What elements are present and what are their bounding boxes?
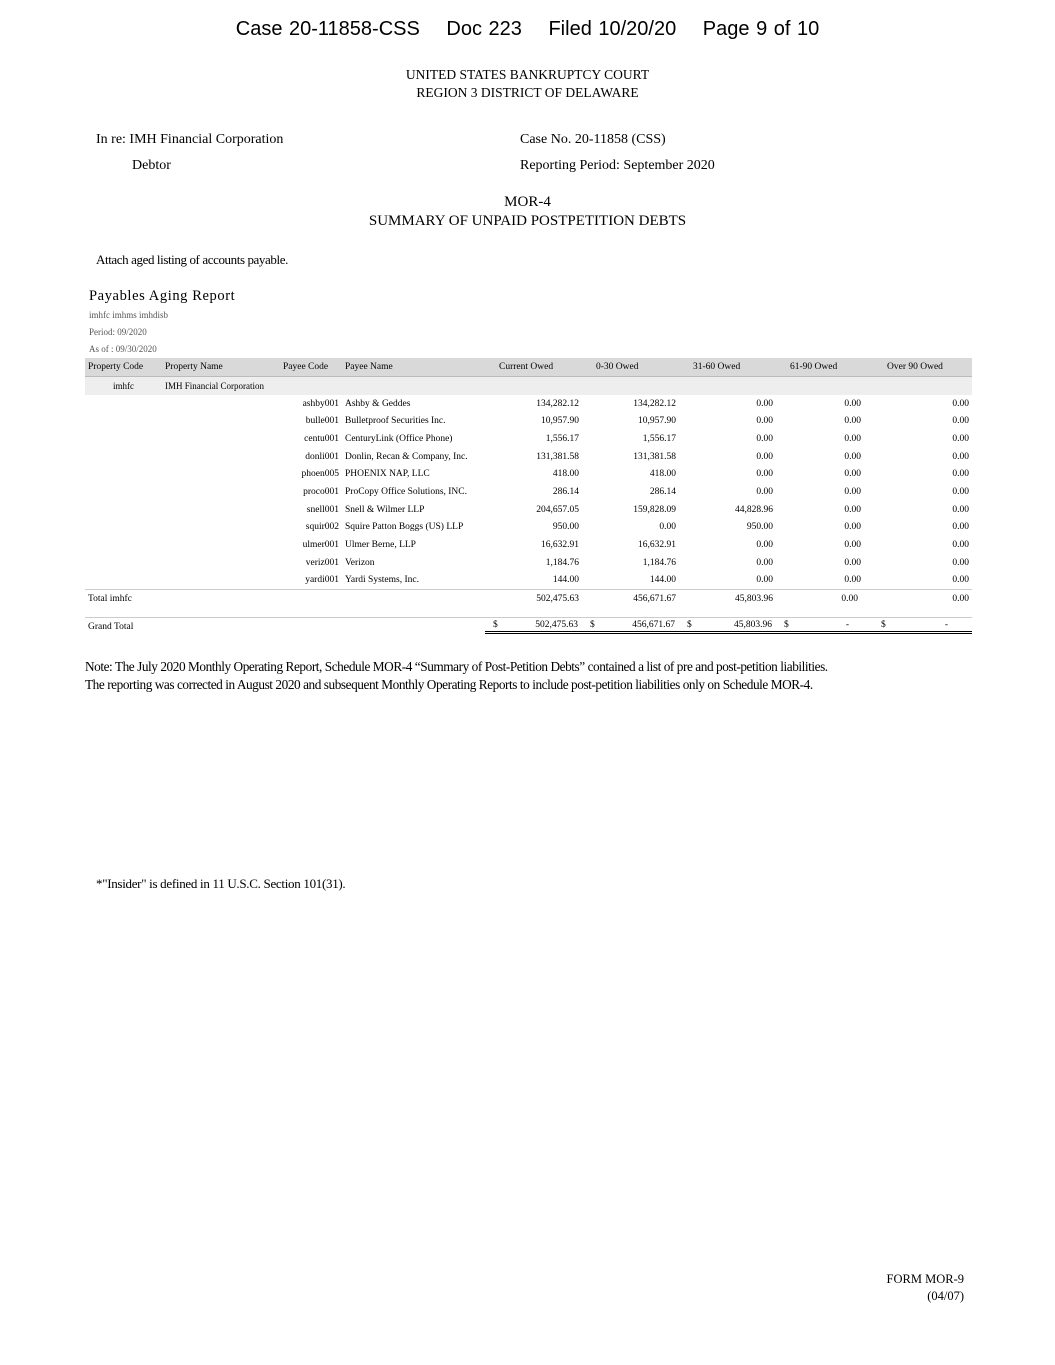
report-title: Payables Aging Report (89, 288, 236, 304)
row-0-30: 1,184.76 (642, 557, 676, 568)
col-0-30-owed: 0-30 Owed (582, 358, 679, 377)
row-over-90: 0.00 (952, 504, 969, 515)
payee-name: Verizon (345, 557, 375, 568)
row-31-60: 0.00 (756, 451, 773, 462)
grand-31-60: 45,803.96 (734, 619, 772, 630)
col-current-owed: Current Owed (485, 358, 582, 377)
grand-current: 502,475.63 (535, 619, 578, 630)
case-number: Case 20-11858-CSS (235, 18, 420, 40)
row-over-90: 0.00 (952, 451, 969, 462)
row-31-60: 44,828.96 (735, 504, 773, 515)
form-subtitle: SUMMARY OF UNPAID POSTPETITION DEBTS (368, 213, 687, 229)
grand-0-30: 456,671.67 (632, 619, 675, 630)
row-0-30: 286.14 (649, 486, 676, 497)
total-31-60: 45,803.96 (679, 590, 776, 608)
row-current: 418.00 (552, 469, 579, 480)
row-over-90: 0.00 (952, 486, 969, 497)
col-payee-code: Payee Code (280, 358, 342, 377)
payee-code: ashby001 (302, 398, 339, 409)
row-current: 950.00 (552, 522, 579, 533)
note (85, 658, 985, 694)
row-31-60: 950.00 (746, 522, 773, 533)
currency-sign: $ (881, 619, 886, 630)
court-heading (0, 66, 1055, 102)
row-31-60: 0.00 (756, 469, 773, 480)
report-as-of: As of : 09/30/2020 (89, 344, 157, 354)
row-61-90: 0.00 (844, 557, 861, 568)
currency-sign: $ (784, 619, 789, 630)
doc-number: Doc 223 (446, 18, 522, 40)
total-row (85, 590, 972, 608)
row-0-30: 144.00 (649, 575, 676, 586)
report-entities: imhfc imhms imhdisb (89, 310, 169, 320)
payee-code: bulle001 (305, 416, 339, 427)
row-61-90: 0.00 (844, 451, 861, 462)
table-row (85, 572, 972, 590)
row-0-30: 16,632.91 (638, 540, 676, 551)
row-current: 134,282.12 (536, 398, 579, 409)
row-over-90: 0.00 (952, 540, 969, 551)
payee-name: CenturyLink (Office Phone) (345, 433, 453, 444)
row-61-90: 0.00 (844, 398, 861, 409)
payee-code: veriz001 (305, 557, 339, 568)
row-31-60: 0.00 (756, 540, 773, 551)
row-0-30: 159,828.09 (633, 504, 676, 515)
table-row (85, 536, 972, 554)
row-61-90: 0.00 (844, 433, 861, 444)
payee-code: ulmer001 (302, 540, 339, 551)
form-title (0, 193, 1055, 231)
row-0-30: 134,282.12 (633, 398, 676, 409)
payee-code: donli001 (305, 451, 339, 462)
payee-rows (85, 395, 972, 590)
col-61-90-owed: 61-90 Owed (776, 358, 873, 377)
row-current: 131,381.58 (536, 451, 579, 462)
total-over-90: 0.00 (873, 590, 972, 608)
row-0-30: 418.00 (649, 469, 676, 480)
row-61-90: 0.00 (844, 416, 861, 427)
note-line-2: The reporting was corrected in August 2020 and subsequent Monthly Operating Reports to include post-petition liabilities only on Schedule MOR-4. (85, 677, 813, 692)
row-over-90: 0.00 (952, 557, 969, 568)
instruction: Attach aged listing of accounts payable. (96, 252, 288, 267)
form-number: FORM MOR-9 (886, 1272, 964, 1286)
row-31-60: 0.00 (756, 557, 773, 568)
row-over-90: 0.00 (952, 469, 969, 480)
col-31-60-owed: 31-60 Owed (679, 358, 776, 377)
payee-name: PHOENIX NAP, LLC (345, 469, 430, 480)
insider-footnote: *"Insider" is defined in 11 U.S.C. Section 101(31). (96, 876, 346, 891)
property-row (85, 377, 972, 395)
payee-name: Squire Patton Boggs (US) LLP (345, 522, 464, 533)
row-61-90: 0.00 (844, 540, 861, 551)
row-over-90: 0.00 (952, 575, 969, 586)
table-header-row (85, 358, 972, 377)
grand-61-90: - (845, 619, 849, 630)
payee-name: Donlin, Recan & Company, Inc. (345, 451, 468, 462)
row-31-60: 0.00 (756, 433, 773, 444)
total-current: 502,475.63 (485, 590, 582, 608)
row-current: 16,632.91 (541, 540, 579, 551)
payee-code: proco001 (303, 486, 339, 497)
row-current: 144.00 (552, 575, 579, 586)
note-line-1: Note: The July 2020 Monthly Operating Report, Schedule MOR-4 “Summary of Post-Petition Debts” contained a list of pre and post-petition liabilities. (85, 659, 828, 674)
total-0-30: 456,671.67 (582, 590, 679, 608)
total-61-90: 0.00 (776, 590, 873, 608)
table-row (85, 483, 972, 501)
row-over-90: 0.00 (952, 433, 969, 444)
row-31-60: 0.00 (756, 486, 773, 497)
col-payee-name: Payee Name (342, 358, 485, 377)
page-number: Page 9 of 10 (702, 18, 820, 40)
property-name: IMH Financial Corporation (162, 377, 972, 395)
row-current: 1,184.76 (545, 557, 579, 568)
row-current: 286.14 (552, 486, 579, 497)
row-61-90: 0.00 (844, 469, 861, 480)
debtor-label: Debtor (132, 158, 171, 173)
row-0-30: 0.00 (659, 522, 676, 533)
payee-code: centu001 (304, 433, 339, 444)
court-name: UNITED STATES BANKRUPTCY COURT (405, 67, 650, 82)
payee-code: phoen005 (301, 469, 339, 480)
table-row (85, 430, 972, 448)
currency-sign: $ (687, 619, 692, 630)
row-over-90: 0.00 (952, 398, 969, 409)
currency-sign: $ (493, 619, 498, 630)
row-current: 1,556.17 (545, 433, 579, 444)
payee-code: yardi001 (305, 575, 339, 586)
row-over-90: 0.00 (952, 416, 969, 427)
currency-sign: $ (590, 619, 595, 630)
grand-over-90: - (944, 619, 948, 630)
grand-total-row (85, 617, 972, 635)
col-property-code: Property Code (85, 358, 162, 377)
payee-name: Bulletproof Securities Inc. (345, 416, 446, 427)
row-0-30: 1,556.17 (642, 433, 676, 444)
row-61-90: 0.00 (844, 575, 861, 586)
case-no: Case No. 20-11858 (CSS) (520, 132, 666, 147)
payee-name: Yardi Systems, Inc. (345, 575, 419, 586)
form-code: MOR-4 (504, 194, 551, 210)
payables-aging-table (85, 358, 972, 636)
row-0-30: 10,957.90 (638, 416, 676, 427)
table-row (85, 501, 972, 519)
property-code: imhfc (85, 377, 162, 395)
payee-code: snell001 (306, 504, 339, 515)
table-row (85, 448, 972, 466)
table-row (85, 412, 972, 430)
row-31-60: 0.00 (756, 398, 773, 409)
table-row (85, 395, 972, 413)
row-61-90: 0.00 (844, 486, 861, 497)
payee-name: Snell & Wilmer LLP (345, 504, 425, 515)
row-31-60: 0.00 (756, 575, 773, 586)
col-property-name: Property Name (162, 358, 280, 377)
report-period: Period: 09/2020 (89, 327, 147, 337)
row-current: 10,957.90 (541, 416, 579, 427)
row-0-30: 131,381.58 (633, 451, 676, 462)
filed-date: Filed 10/20/20 (548, 18, 677, 40)
row-61-90: 0.00 (844, 504, 861, 515)
payee-name: ProCopy Office Solutions, INC. (345, 486, 468, 497)
table-row (85, 554, 972, 572)
form-identifier (887, 1271, 964, 1305)
row-over-90: 0.00 (952, 522, 969, 533)
table-row (85, 465, 972, 483)
payee-name: Ashby & Geddes (345, 398, 411, 409)
row-61-90: 0.00 (844, 522, 861, 533)
payee-name: Ulmer Berne, LLP (345, 540, 416, 551)
row-31-60: 0.00 (756, 416, 773, 427)
table-row (85, 519, 972, 537)
col-over-90-owed: Over 90 Owed (873, 358, 972, 377)
grand-total-label: Grand Total (85, 617, 485, 635)
case-header (0, 18, 1055, 41)
row-current: 204,657.05 (536, 504, 579, 515)
reporting-period: Reporting Period: September 2020 (520, 158, 715, 173)
in-re: In re: IMH Financial Corporation (96, 132, 284, 147)
court-district: REGION 3 DISTRICT OF DELAWARE (416, 85, 639, 100)
total-label: Total imhfc (85, 590, 485, 608)
form-revision: (04/07) (927, 1289, 964, 1303)
payee-code: squir002 (305, 522, 339, 533)
